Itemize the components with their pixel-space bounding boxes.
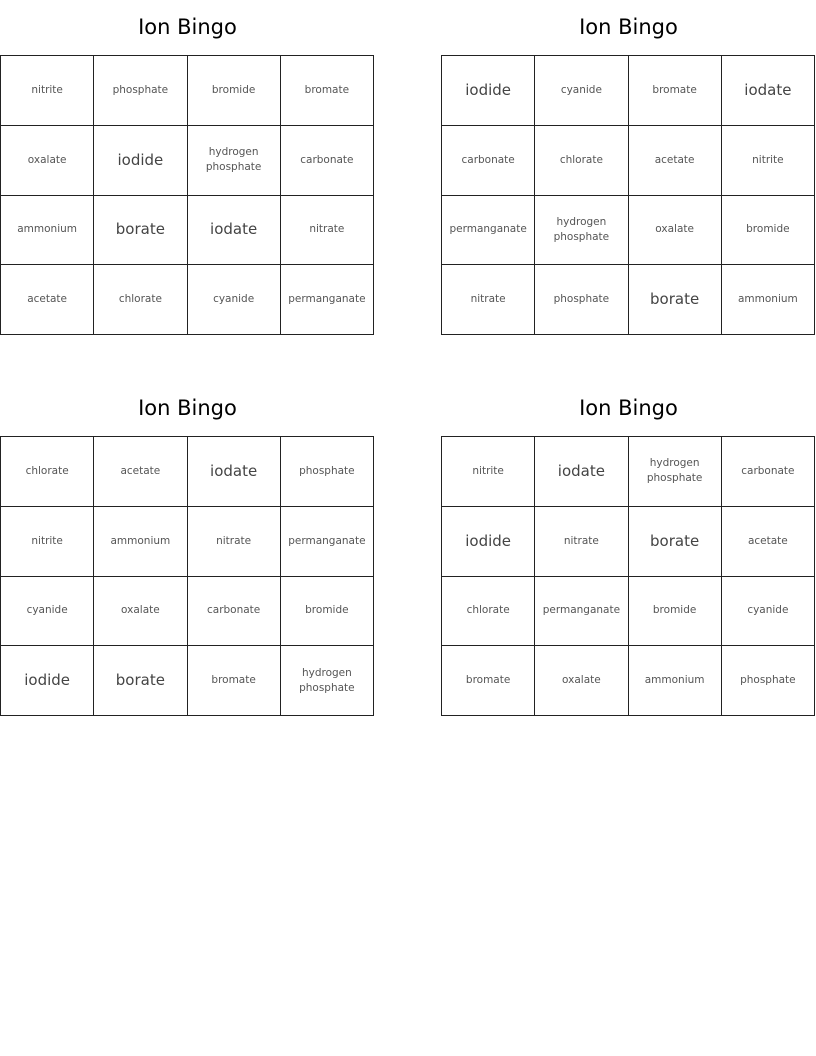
bingo-cell: bromate [442,646,535,716]
bingo-cell: carbonate [281,126,374,196]
bingo-cell: iodate [188,196,281,266]
bingo-grid [0,55,374,335]
bingo-cell: acetate [1,265,94,335]
bingo-cell: oxalate [94,577,187,647]
bingo-cell: nitrite [442,437,535,507]
bingo-cell: nitrite [1,56,94,126]
bingo-cell: bromide [629,577,722,647]
bingo-cell: nitrate [188,507,281,577]
bingo-cell: carbonate [188,577,281,647]
bingo-cell: borate [629,265,722,335]
bingo-cell: oxalate [1,126,94,196]
bingo-cell: nitrite [1,507,94,577]
card-title: Ion Bingo [138,15,237,39]
bingo-cell: nitrate [442,265,535,335]
bingo-cell: bromide [281,577,374,647]
bingo-cell: bromate [281,56,374,126]
bingo-cell: nitrate [535,507,628,577]
bingo-cell: carbonate [442,126,535,196]
card-title: Ion Bingo [579,15,678,39]
bingo-cell: phosphate [535,265,628,335]
bingo-cell: borate [94,196,187,266]
bingo-cell: phosphate [281,437,374,507]
bingo-cell: chlorate [442,577,535,647]
bingo-cell: ammonium [1,196,94,266]
bingo-cell: permanganate [535,577,628,647]
bingo-grid [441,55,815,335]
bingo-cell: chlorate [94,265,187,335]
bingo-cell: bromate [629,56,722,126]
card-title: Ion Bingo [138,396,237,420]
bingo-cell: hydrogen phosphate [188,126,281,196]
bingo-grid [0,436,374,716]
bingo-cell: permanganate [442,196,535,266]
bingo-cell: phosphate [94,56,187,126]
bingo-cell: bromide [722,196,815,266]
bingo-cell: iodide [1,646,94,716]
bingo-cell: hydrogen phosphate [629,437,722,507]
bingo-cell: nitrite [722,126,815,196]
bingo-cell: acetate [722,507,815,577]
bingo-cell: permanganate [281,507,374,577]
bingo-cell: borate [629,507,722,577]
card-title: Ion Bingo [579,396,678,420]
bingo-cell: iodide [94,126,187,196]
bingo-cell: permanganate [281,265,374,335]
bingo-cell: iodate [535,437,628,507]
bingo-cell: nitrate [281,196,374,266]
bingo-cell: iodide [442,56,535,126]
bingo-cell: bromate [188,646,281,716]
bingo-cell: bromide [188,56,281,126]
bingo-cell: borate [94,646,187,716]
bingo-cell: cyanide [535,56,628,126]
bingo-cell: iodate [188,437,281,507]
bingo-cell: hydrogen phosphate [535,196,628,266]
bingo-cell: cyanide [722,577,815,647]
bingo-cell: iodide [442,507,535,577]
bingo-cell: cyanide [1,577,94,647]
bingo-cell: phosphate [722,646,815,716]
bingo-cell: ammonium [722,265,815,335]
bingo-cell: chlorate [535,126,628,196]
bingo-cell: acetate [94,437,187,507]
bingo-cell: ammonium [94,507,187,577]
bingo-cell: hydrogen phosphate [281,646,374,716]
bingo-cell: cyanide [188,265,281,335]
bingo-cell: ammonium [629,646,722,716]
bingo-cell: oxalate [629,196,722,266]
bingo-grid [441,436,815,716]
bingo-cell: oxalate [535,646,628,716]
bingo-cell: acetate [629,126,722,196]
bingo-cell: chlorate [1,437,94,507]
bingo-cell: carbonate [722,437,815,507]
bingo-cell: iodate [722,56,815,126]
